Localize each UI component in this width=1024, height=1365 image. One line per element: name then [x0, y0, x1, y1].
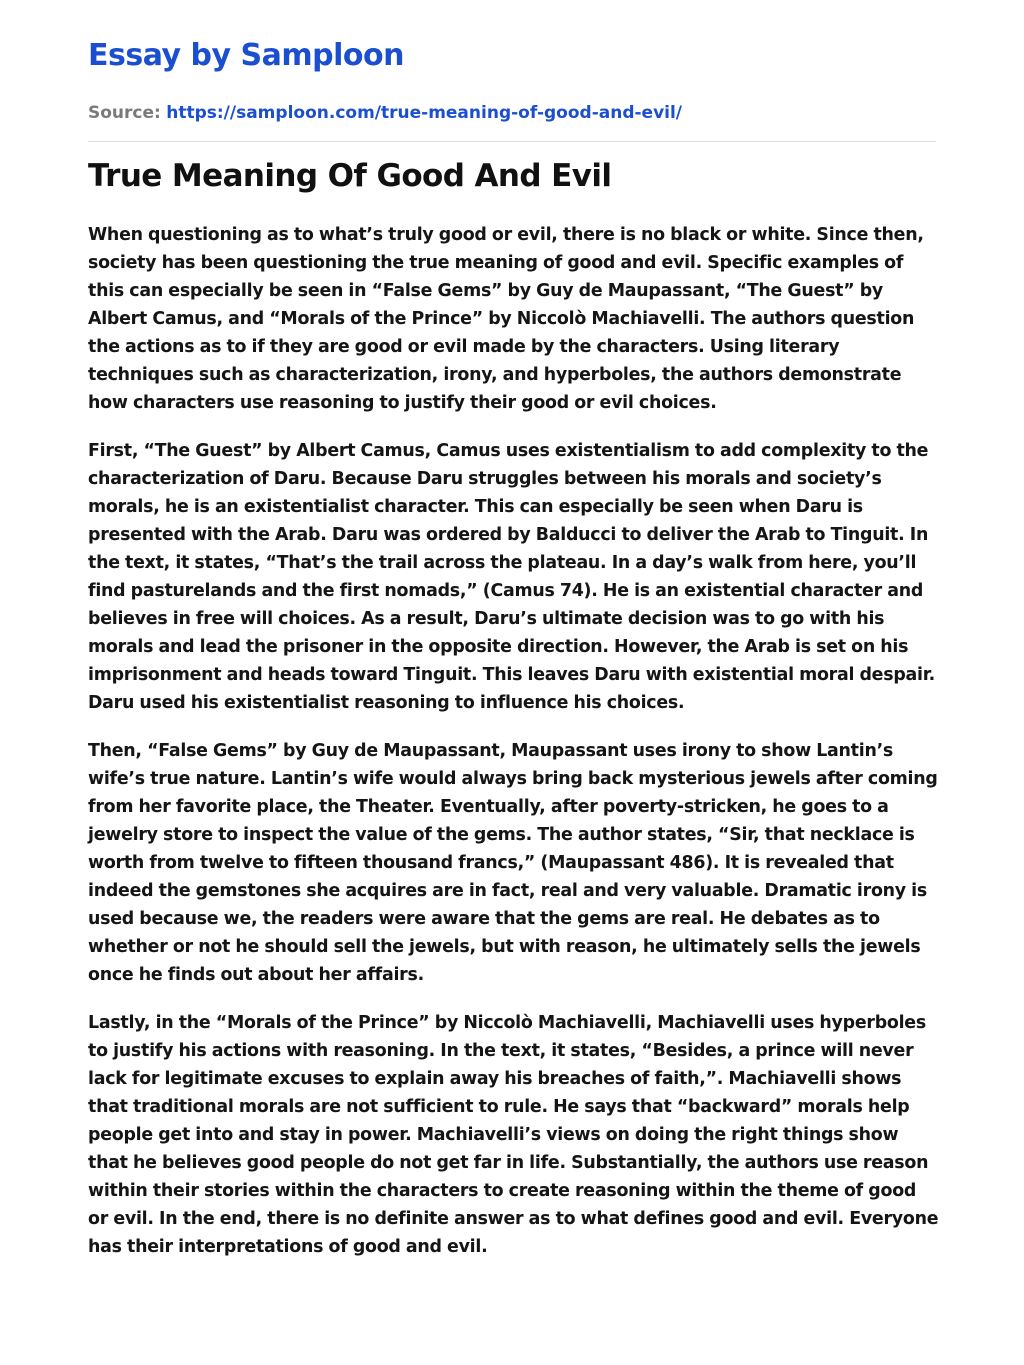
essay-paragraph: Then, “False Gems” by Guy de Maupassant, Maupassant uses irony to show Lantin’s wife’s true nature. Lantin’s wife would always bring back mysterious jewels after coming from her favorite place, the Theater. Eventually, after poverty-stricken, he goes to a jewelry store to inspect the value of the gems. The author states, “Sir, that necklace is worth from twelve to fifteen thousand francs,” (Maupassant 486). It is revealed that indeed the gemstones she acquires are in fact, real and very valuable. Dramatic irony is used because we, the readers were aware that the gems are real. He debates as to whether or not he should sell the jewels, but with reason, he ultimately sells the jewels once he finds out about her affairs.	[88, 741, 938, 985]
source-label: Source:	[88, 103, 161, 123]
source-line	[88, 101, 682, 125]
essay-body	[88, 221, 940, 1281]
source-link[interactable]: https://samploon.com/true-meaning-of-good-and-evil/	[166, 103, 683, 123]
site-brand-title: Essay by Samploon	[88, 38, 404, 73]
essay-paragraph: Lastly, in the “Morals of the Prince” by Niccolò Machiavelli, Machiavelli uses hyperboles to justify his actions with reasoning. In the text, it states, “Besides, a prince will never lack for legitimate excuses to explain away his breaches of faith,”. Machiavelli shows that traditional morals are not sufficient to rule. He says that “backward” morals help people get into and stay in power. Machiavelli’s views on doing the right things show that he believes good people do not get far in life. Substantially, the authors use reason within their stories within the characters to create reasoning within the theme of good or evil. In the end, there is no definite answer as to what defines good and evil. Everyone has their interpretations of good and evil.	[88, 1013, 939, 1257]
header-divider	[88, 141, 936, 142]
essay-title: True Meaning Of Good And Evil	[88, 158, 612, 194]
essay-paragraph: First, “The Guest” by Albert Camus, Camus uses existentialism to add complexity to the characterization of Daru. Because Daru struggles between his morals and society’s morals, he is an existentialist character. This can especially be seen when Daru is presented with the Arab. Daru was ordered by Balducci to deliver the Arab to Tinguit. In the text, it states, “That’s the trail across the plateau. In a day’s walk from here, you’ll find pasturelands and the first nomads,” (Camus 74). He is an existential character and believes in free will choices. As a result, Daru’s ultimate decision was to go with his morals and lead the prisoner in the opposite direction. However, the Arab is set on his imprisonment and heads toward Tinguit. This leaves Daru with existential moral despair. Daru used his existentialist reasoning to influence his choices.	[88, 441, 935, 713]
essay-paragraph: When questioning as to what’s truly good or evil, there is no black or white. Since then, society has been questioning the true meaning of good and evil. Specific examples of this can especially be seen in “False Gems” by Guy de Maupassant, “The Guest” by Albert Camus, and “Morals of the Prince” by Niccolò Machiavelli. The authors question the actions as to if they are good or evil made by the characters. Using literary techniques such as characterization, irony, and hyperboles, the authors demonstrate how characters use reasoning to justify their good or evil choices.	[88, 225, 924, 413]
